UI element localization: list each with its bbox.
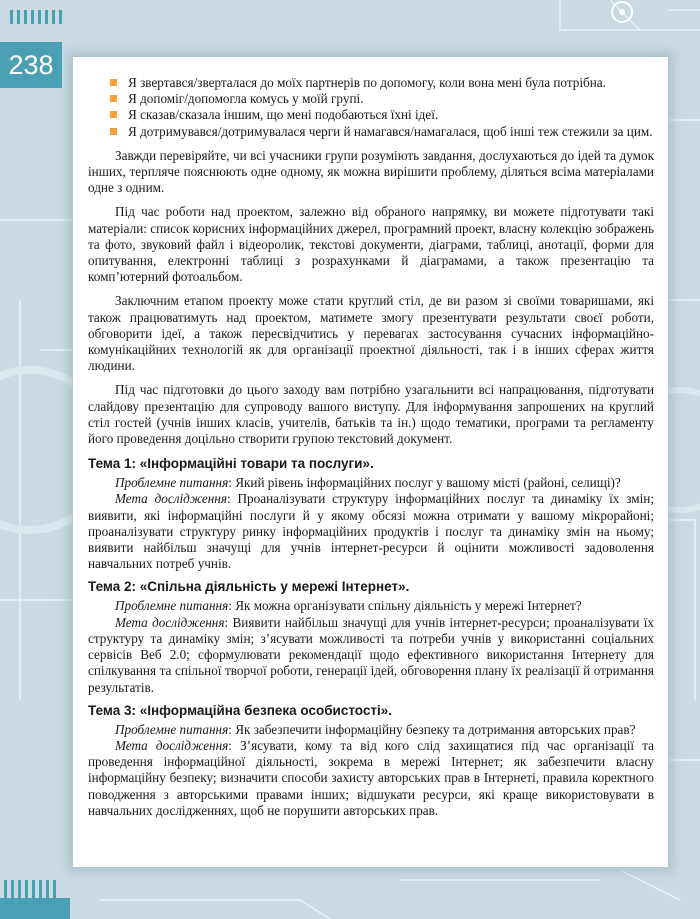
- body-paragraph: Під час роботи над проектом, залежно від обраного напрямку, ви можете підготувати такі матеріали: список корисних інформаційних джерел, програмний проект, власну колекцію зображень та фото, звуковий файл і відеоролик, текстові документи, діаграми, таблиці, анотації, форми для опитування, електронні таблиці з розрахунками й діаграмами, а також презентацію та комп’ютерний фотоальбом.: [88, 204, 654, 285]
- body-paragraph: Під час підготовки до цього заходу вам потрібно узагальнити всі напрацювання, підготувати слайдову презентацію для супроводу вашого виступу. Для інформування запрошених на круглий стіл гостей (учнів інших класів, учителів, батьків та ін.) щодо тематики, програми та регламенту його проведення доцільно створити групою текстовий документ.: [88, 382, 654, 447]
- page-number: 238: [0, 42, 62, 88]
- topic-3-title: Тема 3: «Інформаційна безпека особистості».: [88, 702, 393, 718]
- topic-1-goal: Мета дослідження: Проаналізувати структуру інформаційних послуг та динаміку їх змін; виявити, які інформаційні послуги й у якому обсязі можна отримати у вашому мікрорайоні; проаналізувати структуру ринку інформаційних продуктів і послуг та динаміку змін на ньому; виявити найбільш значущі для учнів інтернет-ресурси й оцінити можливості задоволення навчальних потреб учнів.: [88, 491, 655, 572]
- body-paragraph: Завжди перевіряйте, чи всі учасники групи розуміють завдання, дослухаються до ідей та думок інших, терпляче пояснюють одне одному, як можна вирішити проблему, діляться всіма матеріалами одне з одним.: [88, 147, 654, 196]
- topic-2-title: Тема 2: «Спільна діяльність у мережі Інтернет».: [88, 579, 410, 595]
- bullet-square-icon: [110, 95, 117, 102]
- bullet-square-icon: [110, 111, 117, 118]
- bullet-square-icon: [110, 128, 117, 135]
- list-item: Я допоміг/допомогла комусь у моїй групі.: [108, 91, 654, 107]
- topic-2-question: Проблемне питання: Як можна організувати спільну діяльність у мережі Інтернет?: [115, 598, 582, 614]
- body-paragraph: Заключним етапом проекту може стати круглий стіл, де ви разом зі своїми товаришами, які також працюватимуть над проектом, матимете змогу презентувати результати своєї роботи, обговорити ідеї, а також пересвідчитись у перевагах застосування сучасних інформаційно-комунікаційних технологій як для організації проектної діяльності, так і в інших сферах життя людини.: [88, 293, 654, 374]
- chip-decoration-bottom-icon: [0, 876, 70, 919]
- topic-1-question: Проблемне питання: Який рівень інформаційних послуг у вашому місті (районі, селищі)?: [115, 475, 621, 491]
- bullet-square-icon: [110, 79, 117, 86]
- chip-decoration-icon: [10, 10, 70, 42]
- list-item: Я сказав/сказала іншим, що мені подобаються їхні ідеї.: [108, 107, 654, 123]
- topic-3-goal: Мета дослідження: З’ясувати, кому та від кого слід захищатися під час організації та проведення інформаційної діяльності, зокрема в мережі Інтернет; як забезпечити власну інформаційну безпеку; визначити способи захисту авторських прав в Інтернеті, правила коректного поводження з авторськими правами інших; відшукати ресурси, які краще використовувати в навчальних дослідженнях, щоб не порушити авторських прав.: [88, 737, 654, 818]
- list-item: Я звертався/зверталася до моїх партнерів по допомогу, коли вона мені була потрібна.: [108, 75, 654, 91]
- topic-3-question: Проблемне питання: Як забезпечити інформаційну безпеку та дотримання авторських прав?: [115, 721, 636, 737]
- page-content: [88, 75, 654, 819]
- topic-2-goal: Мета дослідження: Виявити найбільш значущі для учнів інтернет-ресурси; проаналізувати їх структуру та динаміку змін; з’ясувати можливості та потреби учнів у використанні соціальних сервісів Веб 2.0; сформулювати рекомендації щодо ефективного використання Інтернету для спілкування та спільної творчої роботи, генерації ідей, обговорення плану їх реалізації й отримання результатів.: [88, 614, 655, 695]
- list-item: Я дотримувався/дотримувалася черги й намагався/намагалася, щоб інші теж стежили за цим.: [108, 124, 654, 140]
- topic-1-title: Тема 1: «Інформаційні товари та послуги».: [88, 456, 374, 472]
- checklist: [88, 75, 654, 140]
